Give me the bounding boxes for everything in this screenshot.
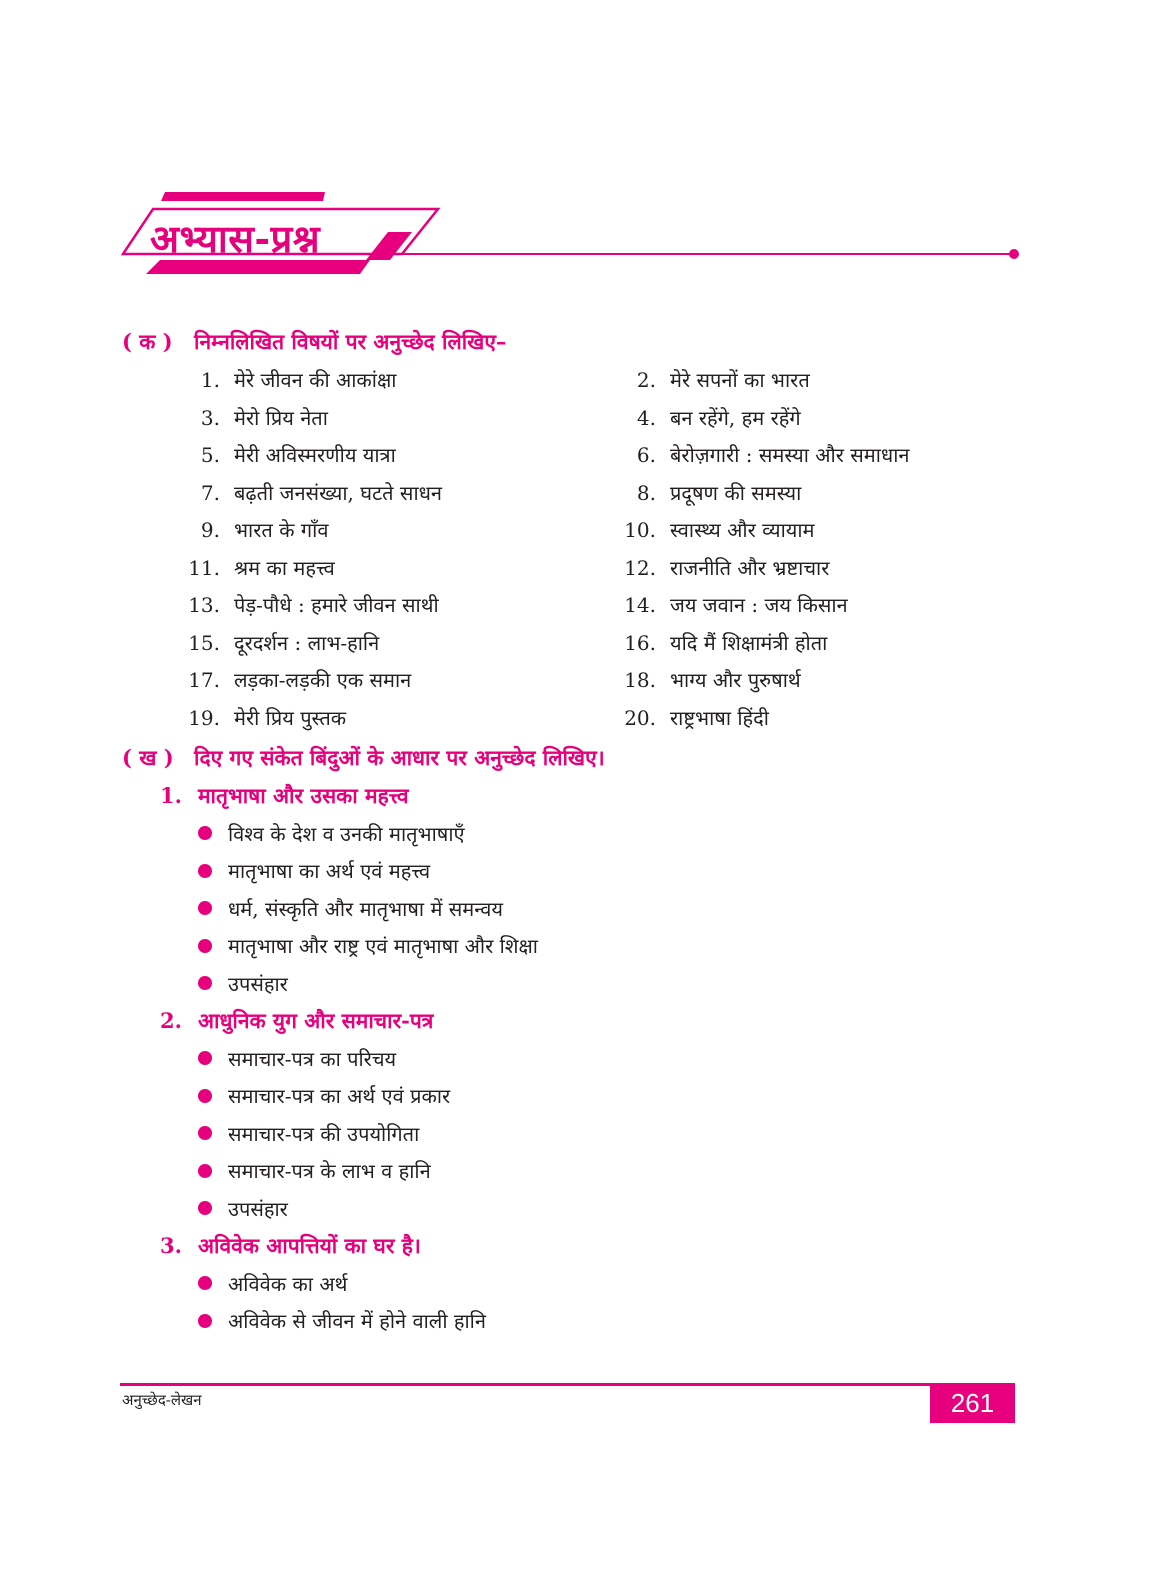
topic-number: 13. (188, 593, 220, 617)
topic-number: 15. (188, 630, 220, 655)
hint-point-text: मातृभाषा का अर्थ एवं महत्त्व (228, 859, 431, 883)
hint-point-text: समाचार-पत्र का परिचय (228, 1046, 397, 1071)
topic-text: मेरी अविस्मरणीय यात्रा (234, 443, 396, 467)
topic-number: 7. (200, 480, 220, 505)
topic-item (616, 441, 910, 468)
subsection-title: अविवेक आपत्तियों का घर है। (198, 1233, 421, 1258)
topic-text: लड़का-लड़की एक समान (234, 668, 412, 692)
hint-point-text: उपसंहार (228, 1196, 288, 1221)
hint-point (198, 820, 465, 847)
section-a-title: निम्नलिखित विषयों पर अनुच्छेद लिखिए– (194, 329, 507, 354)
topic-number: 8. (636, 480, 656, 505)
topic-text: प्रदूषण की समस्या (670, 480, 802, 505)
topic-item (180, 666, 411, 693)
hint-point (198, 1195, 288, 1222)
topic-text: बढ़ती जनसंख्या, घटते साधन (234, 480, 443, 505)
topic-text: मेरी प्रिय पुस्तक (234, 705, 347, 730)
topic-number: 2. (636, 368, 656, 392)
topic-item (616, 554, 829, 581)
topic-item (180, 441, 396, 468)
page-number: 261 (930, 1383, 1015, 1423)
hint-point (198, 895, 503, 922)
hint-point-text: विश्व के देश व उनकी मातृभाषाएँ (228, 821, 465, 846)
topic-number: 14. (624, 593, 656, 617)
topic-item (180, 704, 346, 731)
section-a-label: ( क ) (122, 329, 173, 354)
topic-item (616, 666, 801, 693)
bullet-dot-icon (198, 1201, 212, 1215)
topic-item (616, 479, 801, 506)
bullet-dot-icon (198, 976, 212, 990)
topic-item (616, 516, 815, 543)
topic-number: 20. (624, 705, 656, 730)
subsection-title: मातृभाषा और उसका महत्त्व (198, 783, 409, 808)
topic-text: बेरोज़गारी : समस्या और समाधान (670, 443, 910, 467)
subsection-number: 1. (160, 783, 182, 808)
page-title: अभ्यास-प्रश्न (150, 216, 321, 261)
hint-point-text: उपसंहार (228, 971, 288, 996)
subsection-heading (160, 1232, 421, 1260)
subsection-title: आधुनिक युग और समाचार-पत्र (198, 1008, 434, 1033)
topic-number: 3. (200, 405, 220, 430)
subsection-heading (160, 1007, 433, 1035)
topic-number: 16. (624, 630, 656, 655)
hint-point (198, 932, 538, 959)
topic-item (616, 404, 801, 431)
footer-rule (120, 1383, 930, 1386)
topic-item (180, 629, 379, 656)
hint-point-text: अविवेक का अर्थ (228, 1271, 348, 1296)
topic-text: बन रहेंगे, हम रहेंगे (670, 405, 801, 430)
bullet-dot-icon (198, 1089, 212, 1103)
topic-text: राजनीति और भ्रष्टाचार (670, 555, 830, 580)
topic-number: 12. (624, 555, 656, 580)
topic-item (616, 629, 827, 656)
topic-item (180, 516, 328, 543)
topic-number: 1. (200, 368, 220, 392)
topic-number: 5. (200, 443, 220, 467)
hint-point-text: धर्म, संस्कृति और मातृभाषा में समन्वय (228, 896, 503, 921)
topic-item (616, 591, 848, 618)
topic-text: मेरे जीवन की आकांक्षा (234, 368, 397, 392)
topic-number: 4. (636, 405, 656, 430)
hint-point (198, 1307, 486, 1334)
topic-item (180, 479, 442, 506)
topic-item (180, 554, 335, 581)
topic-text: श्रम का महत्त्व (234, 555, 335, 580)
hint-point-text: समाचार-पत्र की उपयोगिता (228, 1121, 420, 1146)
subsection-heading (160, 782, 409, 810)
section-b-label: ( ख ) (122, 745, 174, 770)
topic-item (616, 704, 769, 731)
hint-point (198, 1045, 396, 1072)
topic-text: यदि मैं शिक्षामंत्री होता (670, 630, 828, 655)
section-b-heading (122, 744, 605, 772)
hint-point-text: मातृभाषा और राष्ट्र एवं मातृभाषा और शिक्षा (228, 934, 538, 958)
topic-text: भाग्य और पुरुषार्थ (670, 668, 801, 692)
bullet-dot-icon (198, 1314, 212, 1328)
section-a-heading (122, 328, 506, 356)
topic-text: जय जवान : जय किसान (670, 593, 848, 617)
hint-point-text: अविवेक से जीवन में होने वाली हानि (228, 1309, 486, 1333)
topic-text: दूरदर्शन : लाभ-हानि (234, 630, 380, 655)
bullet-dot-icon (198, 1126, 212, 1140)
bullet-dot-icon (198, 864, 212, 878)
topic-item (616, 366, 810, 393)
bullet-dot-icon (198, 1276, 212, 1290)
topic-number: 19. (188, 705, 220, 730)
topic-number: 10. (624, 518, 656, 542)
topic-number: 17. (188, 668, 220, 692)
topic-item (180, 404, 328, 431)
hint-point-text: समाचार-पत्र के लाभ व हानि (228, 1159, 431, 1183)
hint-point (198, 1270, 347, 1297)
bullet-dot-icon (198, 901, 212, 915)
topic-text: राष्ट्रभाषा हिंदी (670, 705, 769, 730)
subsection-number: 2. (160, 1008, 182, 1033)
topic-text: पेड़-पौधे : हमारे जीवन साथी (234, 593, 439, 617)
topic-item (180, 591, 439, 618)
section-b-title: दिए गए संकेत बिंदुओं के आधार पर अनुच्छेद लिखिए। (194, 745, 605, 770)
topic-number: 6. (636, 443, 656, 467)
bullet-dot-icon (198, 939, 212, 953)
hint-point (198, 1157, 431, 1184)
footer-chapter: अनुच्छेद-लेखन (122, 1391, 202, 1409)
topic-number: 11. (188, 555, 220, 580)
topic-number: 9. (200, 518, 220, 542)
hint-point-text: समाचार-पत्र का अर्थ एवं प्रकार (228, 1084, 451, 1108)
topic-text: मेरे सपनों का भारत (670, 368, 810, 392)
topic-item (180, 366, 397, 393)
hint-point (198, 1082, 450, 1109)
hint-point (198, 1120, 419, 1147)
bullet-dot-icon (198, 826, 212, 840)
topic-text: मेरो प्रिय नेता (234, 405, 328, 430)
topic-text: भारत के गाँव (234, 518, 329, 542)
topic-number: 18. (624, 668, 656, 692)
hint-point (198, 970, 288, 997)
topic-text: स्वास्थ्य और व्यायाम (670, 518, 815, 542)
subsection-number: 3. (160, 1233, 182, 1258)
bullet-dot-icon (198, 1164, 212, 1178)
hint-point (198, 857, 430, 884)
bullet-dot-icon (198, 1051, 212, 1065)
